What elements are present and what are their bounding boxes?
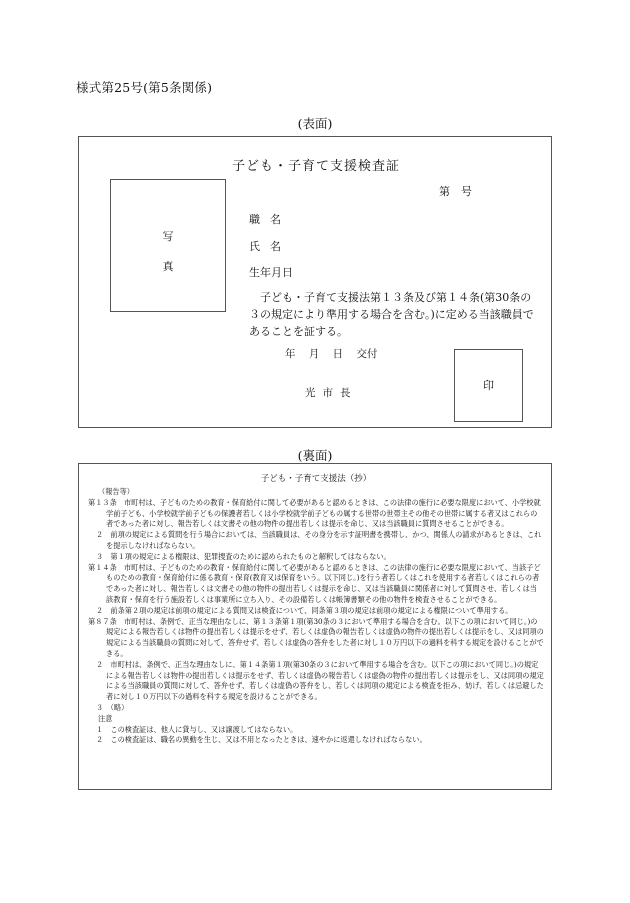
name-field-label: 氏名	[249, 240, 291, 253]
front-side-label: (表面)	[297, 116, 333, 131]
notes-heading: 注意	[98, 713, 113, 723]
inspection-certificate-front	[78, 136, 552, 428]
law-line: ３ 第１項の規定による権限は、犯罪捜査のために認められたものと解釈してはならない。	[96, 551, 391, 561]
law-line: ２ 前項の規定による質問を行う場合においては、当該職員は、その身分を示す証明書を携帯し、かつ、関係人の請求があるときは、これを提示しなければならない。	[96, 530, 542, 550]
law-line: 第８７条 市町村は、条例で、正当な理由なしに、第１３条第１項(第30条の３において準用する場合を含む。以下この項において同じ。)の規定による報告若しくは物件の提出若しくは提示をせず、若しくは虚偽の報告若しくは虚偽の物件の提出若しくは提示をし、又は同項の規定による当該職員の質問に対して、答弁せず、若しくは虚偽の答弁をした者に対し１０万円以下の過料を科する規定を設けることができる。	[88, 616, 544, 658]
birthdate-field-label: 生年月日	[249, 266, 293, 279]
inspection-certificate-back	[78, 463, 552, 790]
issuer-name: 光市長	[305, 387, 358, 399]
law-excerpt-title: 子ども・子育て支援法（抄）	[260, 474, 372, 484]
certification-statement: 子ども・子育て支援法第１３条及び第１４条(第30条の３の規定により準用する場合を含む。)に定める当該職員であることを証する。	[249, 291, 534, 338]
certificate-number-label: 第 号	[439, 185, 472, 198]
position-field-label: 職名	[249, 213, 291, 226]
law-line: （報告等）	[98, 487, 134, 496]
certificate-title: 子ども・子育て支援検査証	[231, 159, 400, 174]
photo-box	[110, 179, 226, 312]
law-line: ３ （略）	[96, 702, 129, 712]
seal-label: 印	[483, 379, 494, 392]
photo-label: 写 真	[162, 230, 174, 273]
law-line: 第１４条 市町村は、子どものための教育・保育給付に関して必要があると認めるときは、この法律の施行に必要な限度において、当該子どものための教育・保育給付に係る教育・保育(教育又は保育をいう。以下同じ。)を行う者若しくはこれを使用する者若しくはこれらの者であった者に対し、報告若しくは文書その他の物件の提出若しくは提示を命じ、又は当該職員に関係者に対して質問させ、若しくは当該教育・保育を行う施設若しくは事業所に立ち入り、その設備若しくは帳簿書類その他の物件を検査させることができる。	[88, 562, 541, 604]
law-excerpt-body	[88, 487, 544, 746]
note-line: ２ この検査証は、職名の異動を生じ、又は不用となったときは、速やかに返還しなければならない。	[96, 735, 427, 745]
note-line: １ この検査証は、他人に貸与し、又は譲渡してはならない。	[96, 724, 298, 734]
law-line: ２ 市町村は、条例で、正当な理由なしに、第１４条第１項(第30条の３において準用する場合を含む。以下この項において同じ。)の規定による報告若しくは物件の提出若しくは提示をせず、若しくは虚偽の報告若しくは虚偽の物件の提出若しくは提示をし、又は同項の規定による当該職員の質問に対して、答弁せず、若しくは虚偽の答弁をし、若しくは同項の規定による検査を拒み、妨げ、若しくは忌避した者に対し１０万円以下の過料を科する規定を設けることができる。	[96, 659, 544, 702]
issue-date-line: 年 月 日 交付	[285, 348, 378, 360]
seal-box	[454, 349, 523, 422]
law-line: ２ 前条第２項の規定は前項の規定による質問又は検査について、同条第３項の規定は前項の規定による権限について準用する。	[96, 605, 513, 615]
law-line: 第１３条 市町村は、子どものための教育・保育給付に関して必要があると認めるときは、この法律の施行に必要な限度において、小学校就学前子ども、小学校就学前子どもの保護者若しくは小学校就学前子どもの属する世帯の世帯主その他その世帯に属する者又はこれらの者であった者に対し、報告若しくは文書その他の物件の提出若しくは提示を命じ、又は当該職員に質問させることができる。	[88, 497, 541, 529]
form-number: 様式第25号(第5条関係)	[76, 80, 213, 95]
back-side-label: (裏面)	[297, 448, 333, 463]
